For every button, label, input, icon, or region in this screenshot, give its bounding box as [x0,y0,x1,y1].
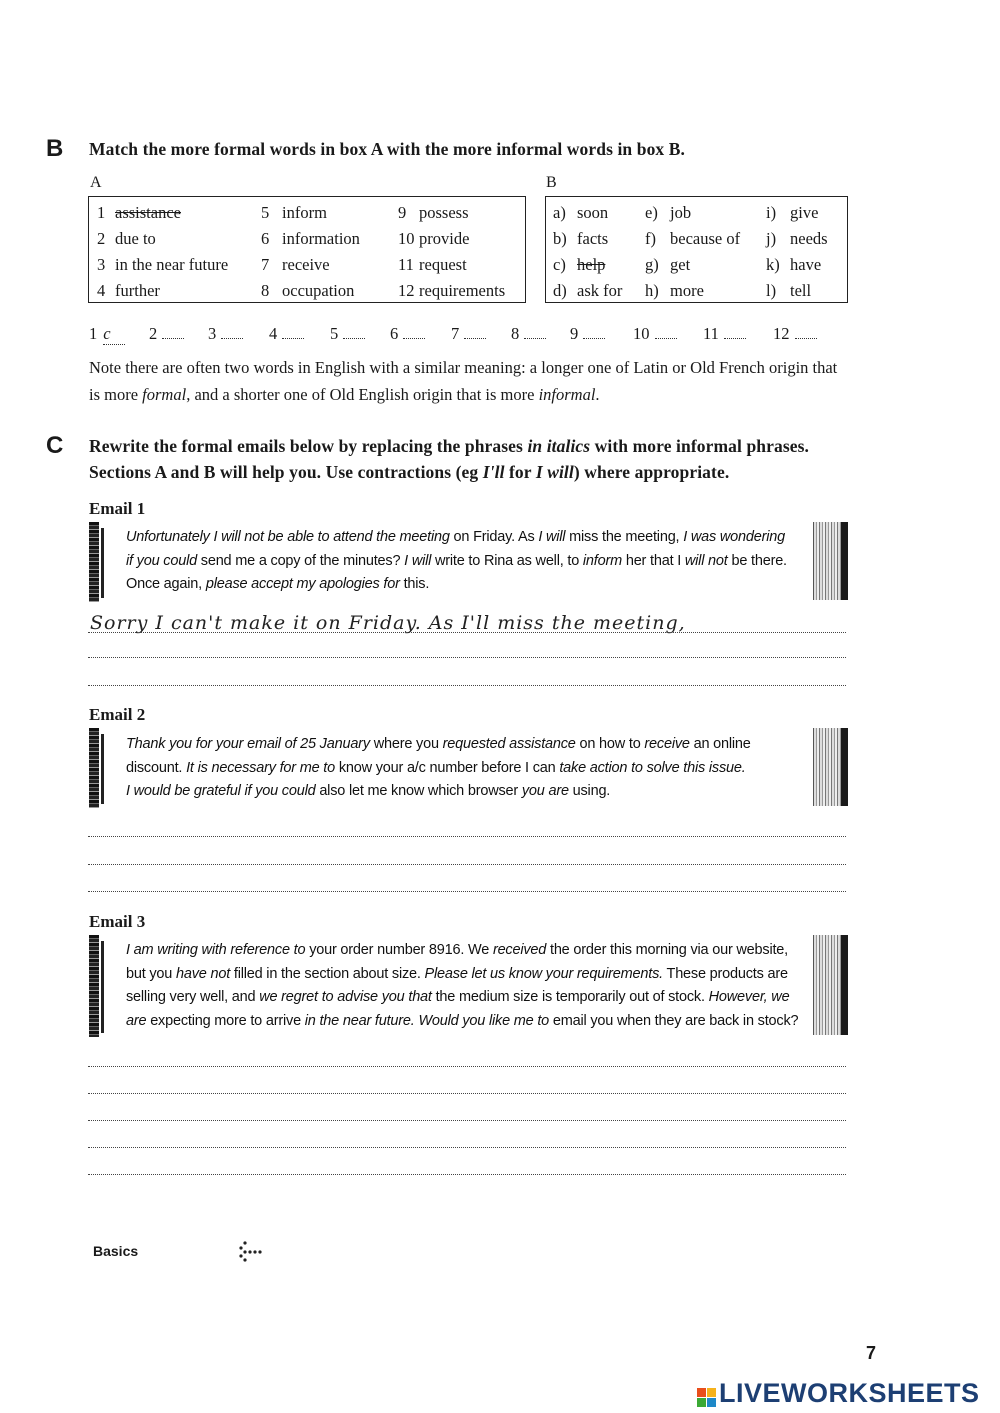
email3-title: Email 3 [89,912,146,931]
dots-ornament-icon [236,1240,266,1264]
answer-slot-3[interactable]: 3 [208,324,243,344]
box-a-word: request [419,255,467,274]
answer-slot-4[interactable]: 4 [269,324,304,344]
email1-answer-line-1[interactable] [88,632,846,633]
box-b-word: tell [790,281,812,300]
box-b-word: help [577,255,606,274]
email2-answer-line-2[interactable] [88,864,846,865]
box-a-word: requirements [419,281,506,300]
answer-blank[interactable] [343,337,365,339]
answer-blank[interactable] [464,337,486,339]
answer-blank[interactable] [282,337,304,339]
answer-blank[interactable] [162,337,184,339]
answer-value[interactable]: c [103,324,125,345]
email3-answer-line-3[interactable] [88,1120,846,1121]
section-c-letter: C [46,432,64,459]
liveworksheets-brand-text: LIVEWORKSHEETS [719,1378,980,1408]
answer-blank[interactable] [403,337,425,339]
box-a-number: 2 [97,229,106,248]
box-b-word: ask for [577,281,623,300]
email2-right-graphic [813,728,848,806]
section-c-instruction-line2: Sections A and B will help you. Use contractions (eg I'll for I will) where appropriate. [89,462,730,482]
email1-title: Email 1 [89,499,146,518]
answer-slot-6[interactable]: 6 [390,324,425,344]
box-a-number: 6 [261,229,270,248]
answer-slot-7[interactable]: 7 [451,324,486,344]
box-b-letter: f) [645,229,656,248]
box-b-letter: j) [766,229,777,248]
box-a-number: 3 [97,255,106,274]
section-b-letter: B [46,135,64,162]
answer-blank[interactable] [221,337,243,339]
box-a-number: 12 [398,281,415,300]
box-b-word: because of [670,229,741,248]
email3-body: I am writing with reference to your order number 8916. We received the order this morning via our website, but you have not filled in the section about size. Please let us know your requirements. These products are selling very well, and we regret to advise you that the medium size is temporarily out of stock. However, we are expecting more to arrive in the near future. Would you like me to email you when they are back in stock? [126,942,799,1029]
note-formal-word: formal [142,385,187,404]
box-b-letter: k) [766,255,780,274]
box-b-letter: g) [645,255,659,274]
answer-slot-12[interactable]: 12 [773,324,817,344]
box-b-letter: i) [766,203,777,222]
box-a-word: assistance [115,203,181,222]
note-paragraph: Note there are often two words in English with a similar meaning: a longer one of Latin or Old French origin that is more formal, and a shorter one of Old English origin that is more informal. [89,358,838,404]
box-a-word: in the near future [115,255,229,274]
note-informal-word: informal [538,385,596,404]
box-b-word: give [790,203,819,222]
answer-blank[interactable] [795,337,817,339]
box-a-word: possess [419,203,469,222]
box-a-word: provide [419,229,470,248]
email3-right-graphic [813,935,848,1035]
box-a-word: inform [282,203,327,222]
section-b-instruction: Match the more formal words in box A with the more informal words in box B. [89,139,685,159]
email3-answer-line-1[interactable] [88,1066,846,1067]
box-b-letter: e) [645,203,658,222]
box-b-word: needs [790,229,828,248]
answer-blank[interactable] [524,337,546,339]
email1-body: Unfortunately I will not be able to attend the meeting on Friday. As I will miss the meeting, I was wondering if you could send me a copy of the minutes? I will write to Rina as well, to inform her that I will not be there. Once again, please accept my apologies for this. [126,529,787,592]
box-a-label: A [90,174,102,191]
box-a-number: 1 [97,203,106,222]
email3-answer-line-4[interactable] [88,1147,846,1148]
email2-answer-line-1[interactable] [88,836,846,837]
box-a-number: 10 [398,229,415,248]
box-b-word: job [670,203,692,222]
email3-left-bar [89,935,99,1037]
answer-slot-8[interactable]: 8 [511,324,546,344]
email2-left-bar [89,728,99,808]
answer-blank[interactable] [583,337,605,339]
box-a-word: occupation [282,281,355,300]
box-b-letter: c) [553,255,566,274]
email3-answer-line-5[interactable] [88,1174,846,1175]
email2-body: Thank you for your email of 25 January where you requested assistance on how to receive an online discount. It is necessary for me to know your a/c number before I can take action to solve this issue. I would be grateful if you could also let me know which browser you are using. [126,736,751,799]
answer-blank[interactable] [655,337,677,339]
email1-answer-line-3[interactable] [88,685,846,686]
email1-left-bar [89,522,99,602]
box-b-letter: a) [553,203,566,222]
box-b-letter: h) [645,281,659,300]
box-b-word: facts [577,229,609,248]
box-b-word: soon [577,203,609,222]
answer-slot-1[interactable]: 1 c [89,324,125,345]
box-a-word: information [282,229,360,248]
box-a-number: 4 [97,281,106,300]
box-b-word: have [790,255,822,274]
box-a-word: further [115,281,160,300]
box-b-letter: l) [766,281,777,300]
box-b [545,196,848,303]
email2-title: Email 2 [89,705,146,724]
box-a-number: 7 [261,255,270,274]
box-b-letter: b) [553,229,567,248]
email2-answer-line-3[interactable] [88,891,846,892]
page-number: 7 [866,1343,877,1363]
box-b-label: B [546,174,557,191]
box-a-number: 9 [398,203,407,222]
box-a-number: 8 [261,281,270,300]
box-a-number: 11 [398,255,414,274]
section-c-instruction-line1: Rewrite the formal emails below by replacing the phrases in italics with more informal phrases. [89,436,809,456]
liveworksheets-logo[interactable] [697,1378,980,1409]
box-b-word: more [670,281,704,300]
liveworksheets-logo-icon [697,1388,716,1407]
box-a-word: due to [115,229,156,248]
footer-book-title: Basics [93,1243,139,1259]
answer-slot-9[interactable]: 9 [570,324,605,344]
email3-answer-line-2[interactable] [88,1093,846,1094]
answer-slot-2[interactable]: 2 [149,324,184,344]
answer-slot-11[interactable]: 11 [703,324,746,344]
box-b-word: get [670,255,691,274]
answer-slot-5[interactable]: 5 [330,324,365,344]
box-a-word: receive [282,255,330,274]
box-a [88,196,526,303]
box-a-number: 5 [261,203,270,222]
answer-blank[interactable] [724,337,746,339]
email1-answer-line-2[interactable] [88,657,846,658]
email1-right-graphic [813,522,848,600]
email1-handwritten-answer[interactable]: Sorry I can't make it on Friday. As I'll miss the meeting, [90,612,686,634]
box-b-letter: d) [553,281,567,300]
answer-slot-10[interactable]: 10 [633,324,677,344]
